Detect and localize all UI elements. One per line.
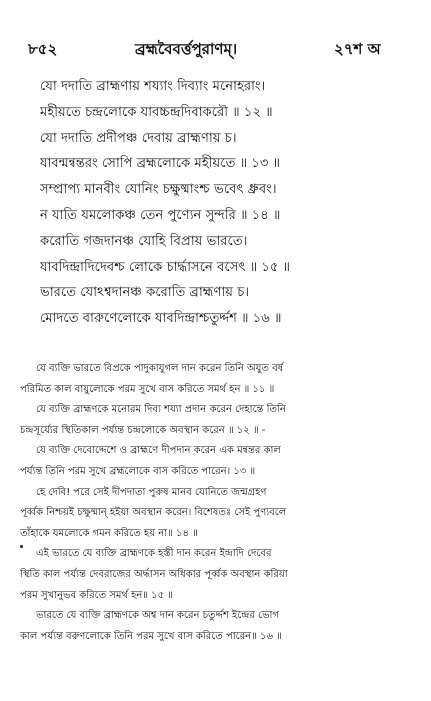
- chapter-label: ২৭শ অ: [334, 40, 381, 58]
- ink-speck: [20, 545, 23, 548]
- translation-line: তাঁহাকে যমলোকে গমন করিতে হয় না॥ ১৪ ॥: [20, 527, 198, 539]
- verse-line: মহীয়তে চন্দ্রলোকে যাবচ্চন্দ্রদিবাকরৌ ॥ ১২ ॥: [40, 104, 273, 120]
- verse-line: যাবন্মন্বন্তরং সোপি ব্রহ্মলোকে মহীয়তে ॥ ১৩ ॥: [40, 156, 281, 172]
- translation-line: পরম সুখানুভব করিতে সমর্থ হন॥ ১৫ ॥: [20, 589, 173, 601]
- verse-line: যো দদাতি প্রদীপঞ্চ দেবায় ব্রাহ্মণায় চ।: [40, 130, 237, 146]
- translation-line: কাল পর্য্যন্ত বরুণলোকে তিনি পরম সুখে বাস করিতে পারেন॥ ১৬ ॥: [20, 630, 282, 642]
- verse-line: সম্প্রাপ্য মানবীং যোনিং চক্ষুষ্মাংশ্চ ভবেৎ ধ্রুবং।: [40, 182, 277, 198]
- translation-line: স্থিতি কাল পর্য্যন্ত দেবরাজের অর্দ্ধাসন অধিকার পূর্ব্বক অবস্থান করিয়া: [20, 568, 288, 580]
- translation-line: যে ব্যক্তি দেবোদ্দেশে ও ব্রাহ্মণে দীপদান করেন এক মন্বন্তর কাল: [36, 445, 281, 457]
- verse-line: যো দদাতি ব্রাহ্মণায় শয্যাং দিব্যাং মনোহরাং।: [40, 79, 266, 94]
- verse-line: যাবদিন্দ্রাদিদেবশ্চ লোকে চার্দ্ধাসনে বসেৎ ॥ ১৫ ॥: [40, 259, 291, 275]
- verse-line: করোতি গজদানঞ্চ যোহি বিপ্রায় ভারতে।: [40, 233, 248, 249]
- translation-line: পর্য্যন্ত তিনি পরম সুখে ব্রহ্মলোকে বাস করিতে পারেন। ১৩ ॥: [20, 465, 256, 477]
- page-header: [0, 38, 431, 60]
- translation-line: যে ব্যক্তি ভারতে বিপ্রকে পাদুকাযুগল দান করেন তিনি অযুত বর্ষ: [36, 363, 284, 374]
- verse-line: মোদতে বারুণেলোকে যাবদিন্দ্রাশ্চতুর্দ্দশ ॥ ১৬ ॥: [40, 311, 282, 327]
- translation-line: চন্দ্রসূর্য্যের স্থিতিকাল পর্য্যন্ত চন্দ্রলোকে অবস্থান করেন ॥ ১২ ॥ -: [20, 424, 266, 436]
- page-number: ৮৫২: [28, 40, 58, 58]
- verse-line: ভারতে যোঽশ্বদানঞ্চ করোতি ব্রাহ্মণায় চ।: [40, 285, 250, 301]
- translation-line: হে দেবি! পরে সেই দীপদাতা পুরুষ মানব যোনিতে জন্মগ্রহণ: [36, 486, 267, 498]
- translation-line: পরিমিত কাল বায়ুলোকে পরম সুখে বাস করিতে সমর্থ হন ॥ ১১ ॥: [20, 383, 275, 395]
- translation-line: ভারতে যে ব্যক্তি ব্রাহ্মণকে অশ্ব দান করেন চতুর্দ্দশ ইন্দ্রের ভোগ: [36, 610, 280, 622]
- translation-line: এই ভারতে যে ব্যক্তি ব্রাহ্মণকে হস্তী দান করেন ইন্দ্রাদি দেবের: [36, 548, 272, 560]
- sanskrit-verses: [40, 74, 420, 332]
- translation-line: যে ব্যক্তি ব্রাহ্মণকে মনোরম দিব্য শয্যা প্রদান করেন দেহান্তে তিনি: [36, 404, 286, 416]
- translation-line: পূর্ব্বক নিশ্চয়ই চক্ষুষ্মান্ হইয়া অবস্থান করেন। বিশেষতঃ সেই পুণ্যবলে: [20, 507, 287, 519]
- running-title: ব্রহ্মবৈবর্ত্তপুরাণম্।: [135, 40, 238, 58]
- verse-line: ন যাতি যমলোকঞ্চ তেন পুণ্যেন সুন্দরি ॥ ১৪ ॥: [40, 207, 281, 223]
- bengali-translation: [20, 359, 418, 647]
